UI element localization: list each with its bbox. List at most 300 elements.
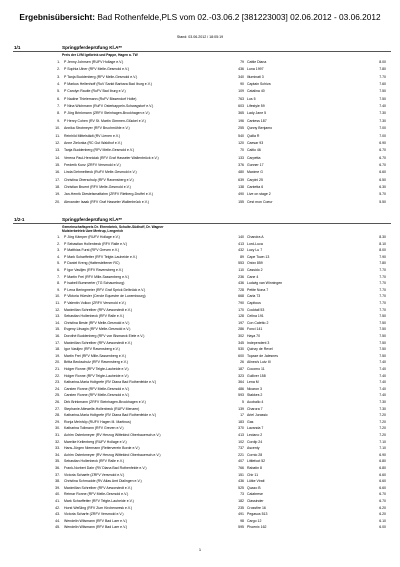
score-cell: 8.30 <box>379 235 386 239</box>
score-cell: 6.80 <box>379 459 386 464</box>
horse-cell: Caesar 93 <box>247 140 264 145</box>
score-cell: 7.50 <box>379 347 386 352</box>
result-row <box>0 133 400 139</box>
rider-cell: Christian Bruent (RFV Melle-Gesmold e.V.) <box>64 184 131 189</box>
horse-cell: Lus 5 <box>247 96 256 101</box>
result-row <box>0 439 400 445</box>
rank-cell: 13. <box>55 314 60 319</box>
horse-cell: Phoenix 162 <box>247 525 267 530</box>
result-row <box>0 267 400 273</box>
horse-cell: Lucy Lu 7 <box>247 248 263 253</box>
horse-cell: Littlefoot 52 <box>247 459 266 464</box>
rank-cell: 34. <box>55 452 60 457</box>
score-cell: 7.00 <box>379 126 386 131</box>
result-row <box>0 472 400 478</box>
rank-cell: 6. <box>57 96 60 101</box>
rank-cell: 9. <box>57 118 60 123</box>
rank-cell: 7. <box>57 274 60 279</box>
result-row <box>0 373 400 379</box>
horse-cell: Topaze de Jalesnes <box>247 353 278 358</box>
number-cell: 525 <box>238 485 244 490</box>
number-cell: 235 <box>238 505 244 510</box>
rider-cell: Victoria Schaefe (ZRFV Versmold e.V.) <box>64 472 125 477</box>
number-cell: 593 <box>238 393 244 398</box>
rider-cell: Martin Frei (RFV Mille-Sassenberg e.V.) <box>64 353 126 358</box>
result-row <box>0 505 400 511</box>
rank-cell: 4. <box>57 82 60 87</box>
rider-cell: Mark Scharffetter (RFV Telgte-Lauheide e.V.) <box>64 499 134 503</box>
section2-sponsor-2: Mulsterbetrieb Uwe Mertrup, Lengerich <box>62 229 124 233</box>
rank-cell: 17. <box>55 340 60 345</box>
result-row <box>0 274 400 280</box>
title-event: Bad Rothenfelde,PLS vom 02.-03.06.2 [381223003] 02.06.2012 - 03.06.2012 <box>95 12 381 22</box>
number-cell: 26 <box>240 360 244 365</box>
rider-cell: Achim Osterkmeyer (RV Herzog Wittekind Oberbauersch.e.V.) <box>64 433 161 437</box>
horse-cell: Con Caletto 2 <box>247 320 269 325</box>
rider-cell: Katharina Tollmann (RFV Greven e.V.) <box>64 426 124 431</box>
rider-cell: P Jörg Brinkmann (ZRFV Steinhagen-Brockhagen e.V.) <box>64 111 150 116</box>
rider-cell: Katharina-Maria Holtgrefe (RV Diana Bad Rothenfelde e.V.) <box>64 380 157 385</box>
rank-cell: 23. <box>55 380 60 385</box>
number-cell: 128 <box>238 314 244 319</box>
score-cell: 8.00 <box>379 60 386 64</box>
rider-cell: P Nina Wichmann (RuFV Osterkappeln-Schwagstorf e.V.) <box>64 104 154 109</box>
result-row <box>0 524 400 530</box>
number-cell: 491 <box>238 512 244 517</box>
rider-cell: P Matthias Furst (RFV Greven e.V.) <box>64 248 120 253</box>
score-cell: 7.70 <box>379 268 386 272</box>
result-row <box>0 491 400 497</box>
result-row <box>0 359 400 365</box>
rider-cell: Sebastian Hollenbeck (RFV Ralle e.V.) <box>64 314 124 319</box>
rank-cell: 18. <box>55 184 60 189</box>
score-cell: 7.50 <box>379 327 386 332</box>
result-row <box>0 280 400 286</box>
horse-cell: Gunner 17 <box>247 162 264 167</box>
rider-cell: P Daniel Kreng (Hattersleltener RC) <box>64 261 120 266</box>
rank-cell: 2. <box>57 67 60 72</box>
result-row <box>0 74 400 80</box>
rank-cell: 33. <box>55 446 60 451</box>
rank-cell: 15. <box>55 162 60 167</box>
number-cell: 407 <box>238 459 244 464</box>
section1-sponsor: Preis der LVM Igelbrink und Pappe, Hagen a. TW <box>62 53 138 57</box>
horse-cell: Maxime G <box>247 170 263 175</box>
number-cell: 155 <box>238 199 244 204</box>
number-cell: 737 <box>238 446 244 451</box>
number-cell: 486 <box>238 386 244 391</box>
number-cell: 480 <box>238 170 244 175</box>
number-cell: 90 <box>240 82 244 87</box>
rank-cell: 35. <box>55 459 60 464</box>
result-row <box>0 155 400 161</box>
score-cell: 6.10 <box>379 518 386 523</box>
score-cell: 7.50 <box>379 314 386 319</box>
rank-cell: 41. <box>55 499 60 503</box>
score-cell: 7.30 <box>379 118 386 123</box>
result-row <box>0 300 400 306</box>
horse-cell: Ludwig van Winningen <box>247 281 283 286</box>
rank-cell: 22. <box>55 373 60 378</box>
horse-cell: Calabrese <box>247 492 263 497</box>
score-cell: 7.30 <box>379 111 386 116</box>
rider-cell: Reimar Ronne (RFV Melle-Gesmold e.V.) <box>64 492 129 497</box>
result-row <box>0 399 400 405</box>
score-cell: 6.70 <box>379 162 386 167</box>
result-row <box>0 346 400 352</box>
number-cell: 133 <box>238 155 244 160</box>
rider-cell: Maximilian Schreiber (RFV Aeworstedt e.V.) <box>64 485 132 490</box>
rider-cell: Wendelin Wilsmann (RFV Bad Laer e.V.) <box>64 518 128 523</box>
score-cell: 7.00 <box>379 133 386 138</box>
rank-cell: 24. <box>55 386 60 391</box>
horse-cell: Alinea's Lutz III <box>247 360 271 365</box>
score-cell: 6.90 <box>379 452 386 457</box>
horse-cell: Pegasus 513 <box>247 512 268 517</box>
score-cell: 6.20 <box>379 505 386 510</box>
result-row <box>0 199 400 205</box>
result-row <box>0 392 400 398</box>
score-cell: 7.40 <box>379 380 386 385</box>
rider-cell: P Valentin Volkov (ZRFV Versmold e.V.) <box>64 301 126 305</box>
result-row <box>0 184 400 190</box>
rank-cell: 1. <box>57 235 60 239</box>
horse-cell: Illuminati 3 <box>247 74 264 79</box>
rank-cell: 10. <box>55 126 60 131</box>
number-cell: 364 <box>238 380 244 385</box>
rank-cell: 12. <box>55 307 60 312</box>
horse-cell: Classinder <box>247 499 264 503</box>
rank-cell: 5. <box>57 261 60 266</box>
number-cell: 728 <box>238 287 244 292</box>
page-title <box>0 12 400 22</box>
horse-cell: Leciano 2 <box>247 433 263 437</box>
rider-cell: P Igor Vasiljev (RFV Ravensberg e.V.) <box>64 268 124 272</box>
number-cell: 413 <box>238 433 244 437</box>
result-row <box>0 254 400 260</box>
number-cell: 89 <box>240 254 244 259</box>
horse-cell: Cattle Diana <box>247 60 267 64</box>
rider-cell: P Jörg Kämper (RUFV Hollage e.V.) <box>64 235 120 239</box>
horse-cell: Lord-Luca <box>247 241 263 246</box>
horse-cell: Ascenty <box>247 446 260 451</box>
rider-cell: Frank-Norbert Dahr (RV Diana Bad Rothenfelde e.V.) <box>64 466 147 470</box>
rank-cell: 45. <box>55 525 60 530</box>
rider-cell: Linda Dehmelbeck (RuFV Melle-Gesmold e.V.) <box>64 170 137 175</box>
score-cell: 7.50 <box>379 320 386 325</box>
score-cell: 7.60 <box>379 82 386 87</box>
score-cell: 7.50 <box>379 353 386 358</box>
score-cell: 7.70 <box>379 281 386 286</box>
score-cell: 6.00 <box>379 525 386 530</box>
rank-cell: 20. <box>55 199 60 204</box>
rank-cell: 30. <box>55 426 60 431</box>
rank-cell: 18. <box>55 347 60 352</box>
rider-cell: P Lena Beringmeier (RFV Graf Sprick Delbrück e.V.) <box>64 287 146 292</box>
number-cell: 530 <box>238 347 244 352</box>
rank-cell: 6. <box>57 268 60 272</box>
rank-cell: 2. <box>57 241 60 246</box>
number-cell: 323 <box>238 373 244 378</box>
number-cell: 413 <box>238 241 244 246</box>
rider-cell: P Nadine Thielemann (RuFV Bissendorf Holte) <box>64 96 137 101</box>
rider-cell: Annika Strotmeyer (RFV Bruchmühle e.V.) <box>64 126 130 131</box>
number-cell: 302 <box>238 334 244 338</box>
horse-cell: Haya 70 <box>247 334 261 338</box>
number-cell: 5 <box>242 400 244 404</box>
score-cell: 5.50 <box>379 199 386 204</box>
horse-cell: Stakkes 2 <box>247 393 263 398</box>
rider-cell: P Mark Scharffetter (RFV Telgte-Lauheide e.V.) <box>64 254 138 259</box>
rank-cell: 12. <box>55 140 60 145</box>
rider-cell: Tanja Buddenberg (RFV Melle-Gesmold e.V.) <box>64 148 135 153</box>
rider-cell: Horst Weßling (RFV Zum Kirchenwesk e.V.) <box>64 505 133 510</box>
number-cell: 98 <box>240 518 244 523</box>
number-cell: 140 <box>238 235 244 239</box>
number-cell: 236 <box>238 274 244 279</box>
horse-cell: Lavanda 7 <box>247 426 264 431</box>
rank-cell: 27. <box>55 406 60 411</box>
score-cell: 6.70 <box>379 148 386 153</box>
horse-cell: Gas <box>247 419 254 424</box>
score-cell: 6.90 <box>379 140 386 145</box>
rank-cell: 38. <box>55 479 60 484</box>
score-cell: 7.70 <box>379 294 386 299</box>
horse-cell: Live on stage 2 <box>247 192 271 197</box>
rank-cell: 29. <box>55 419 60 424</box>
rank-cell: 16. <box>55 170 60 175</box>
rider-cell: Sebastian Hollenbeck (RFV Ralle e.V.) <box>64 459 124 464</box>
rank-cell: 39. <box>55 485 60 490</box>
horse-cell: Carpini 25 <box>247 177 263 182</box>
rider-cell: P Viktoria Hüesler (Cercle Equestre de Luxembourg) <box>64 294 146 299</box>
number-cell: 553 <box>238 261 244 266</box>
rider-cell: Ronja Meinhöp (RUFV Hagen III. Martinus) <box>64 419 131 424</box>
score-cell: 7.20 <box>379 426 386 431</box>
rank-cell: 17. <box>55 177 60 182</box>
rank-cell: 14. <box>55 320 60 325</box>
horse-cell: Charora 7 <box>247 406 263 411</box>
number-cell: 370 <box>238 426 244 431</box>
section1-divider <box>13 51 391 52</box>
rider-cell: P Carolyn Rautle (RuFV Bad Iburg e.V.) <box>64 89 126 94</box>
rider-cell: P Henry Cohen (RV St. Martin Gimmen-Glückel e.V.) <box>64 118 146 123</box>
score-cell: 7.90 <box>379 254 386 259</box>
rank-cell: 8. <box>57 281 60 286</box>
number-cell: 540 <box>238 133 244 138</box>
result-row <box>0 478 400 484</box>
score-cell: 7.50 <box>379 89 386 94</box>
rider-cell: P Martin Frei (RFV Mille-Sassenberg e.V.) <box>64 274 130 279</box>
horse-cell: Acoballo 4 <box>247 400 264 404</box>
horse-cell: Lena M <box>247 380 259 385</box>
score-cell: 7.80 <box>379 261 386 266</box>
horse-cell: Carla 73 <box>247 294 261 299</box>
result-row <box>0 140 400 146</box>
number-cell: 345 <box>238 340 244 345</box>
result-row <box>0 353 400 359</box>
result-row <box>0 88 400 94</box>
rank-cell: 10. <box>55 294 60 299</box>
number-cell: 110 <box>238 268 244 272</box>
result-row <box>0 320 400 326</box>
horse-cell: Cane 4 <box>247 274 259 279</box>
score-cell: 7.30 <box>379 406 386 411</box>
horse-cell: Chandra A <box>247 235 264 239</box>
number-cell: 138 <box>238 184 244 189</box>
section2-number: 1/2-1 <box>14 217 25 222</box>
rider-cell: Christina Beste (RFV Melle-Gesmold e.V.) <box>64 320 130 325</box>
number-cell: 595 <box>238 525 244 530</box>
score-cell: 7.40 <box>379 104 386 109</box>
number-cell: 73 <box>240 492 244 497</box>
number-cell: 120 <box>238 140 244 145</box>
rider-cell: Achim Osterkmeyer (RV Herzog Wittekind Oberbauersch.e.V.) <box>64 452 161 457</box>
score-cell: 8.00 <box>379 248 386 253</box>
horse-cell: Quinzy de Revel <box>247 347 273 352</box>
result-row <box>0 241 400 247</box>
rank-cell: 37. <box>55 472 60 477</box>
score-cell: 7.10 <box>379 439 386 444</box>
number-cell: 196 <box>238 118 244 123</box>
rider-cell: Dirk Brinkmann (ZRFV Steinhagen-Brockhagen e.V.) <box>64 400 146 404</box>
result-row <box>0 518 400 524</box>
number-cell: 436 <box>238 479 244 484</box>
score-cell: 6.60 <box>379 472 386 477</box>
rider-cell: Maximilian Schreiber (RFV Aeworstedt e.V.) <box>64 340 132 345</box>
result-row <box>0 260 400 266</box>
rider-cell: Verena Paul-Henriciak (RFV Graf Hasseler Wallenbrück e.V.) <box>64 155 159 160</box>
rider-cell: Victoria Scharfe (ZRFV Versmold e.V.) <box>64 512 124 517</box>
number-cell: 766 <box>238 466 244 470</box>
score-cell: 7.40 <box>379 367 386 371</box>
score-cell: 6.80 <box>379 466 386 470</box>
number-cell: 603 <box>238 104 244 109</box>
number-cell: 139 <box>238 406 244 411</box>
horse-cell: Cordip 24 <box>247 439 263 444</box>
horse-cell: Fonci 141 <box>247 327 263 332</box>
number-cell: 436 <box>238 281 244 286</box>
result-row <box>0 234 400 240</box>
rank-cell: 15. <box>55 327 60 332</box>
rider-cell: Wendelin Wilsmann (RFV Bad Laer e.V.) <box>64 525 128 530</box>
rank-cell: 21. <box>55 367 60 371</box>
horse-cell: Lady Jane 5 <box>247 111 267 116</box>
rank-cell: 4. <box>57 254 60 259</box>
horse-cell: Cassido 2 <box>247 268 263 272</box>
number-cell: 763 <box>238 96 244 101</box>
rider-cell: P Tanja Buddenberg (RFV Melle-Gesmold e.V.) <box>64 74 138 79</box>
score-cell: 7.10 <box>379 446 386 451</box>
score-cell: 6.20 <box>379 512 386 517</box>
number-cell: 183 <box>238 419 244 424</box>
rider-cell: P Jenny Johnsen (RUFV Hollage e.V.) <box>64 60 124 64</box>
rider-cell: Christina Oberschulp (RFV Ravensberg e.V.) <box>64 177 134 182</box>
score-cell: 7.30 <box>379 400 386 404</box>
horse-cell: Carpetta <box>247 155 261 160</box>
rank-cell: 5. <box>57 89 60 94</box>
rider-cell: Carsten Ronne (RFV Melle-Gesmold e.V.) <box>64 393 130 398</box>
rider-cell: P Markus Hellenhoff (RuV Sankt Barbara Bad Iburg e.V.) <box>64 82 152 87</box>
rank-cell: 9. <box>57 287 60 292</box>
number-cell: 17 <box>240 413 244 418</box>
score-cell: 7.70 <box>379 301 386 305</box>
result-row <box>0 103 400 109</box>
result-row <box>0 412 400 418</box>
result-row <box>0 366 400 372</box>
rank-cell: 3. <box>57 74 60 79</box>
result-row <box>0 379 400 385</box>
horse-cell: Ariel Jurassic <box>247 413 268 418</box>
score-cell: 8.10 <box>379 241 386 246</box>
rank-cell: 43. <box>55 512 60 517</box>
horse-cell: Cocktail 53 <box>247 307 265 312</box>
horse-cell: Captain Schiva <box>247 82 271 87</box>
result-row <box>0 326 400 332</box>
rider-cell: Alexander Isaak (RFV Graf Hasseler Wallenbrück e.V.) <box>64 199 149 204</box>
horse-cell: Cargo 12 <box>247 518 262 523</box>
score-cell: 6.60 <box>379 479 386 484</box>
rank-cell: 13. <box>55 148 60 153</box>
number-cell: 70 <box>240 148 244 153</box>
rider-cell: Reinhild Mittelstädt (RV Lienen e.V.) <box>64 133 121 138</box>
result-row <box>0 293 400 299</box>
rider-cell: Holger Ronne (RFV Telgte-Lauheide e.V.) <box>64 373 129 378</box>
horse-cell: Quilla R <box>247 133 260 138</box>
rider-cell: P Sophia Ulner (RFV Melle-Gesmold e.V.) <box>64 67 130 72</box>
score-cell: 6.60 <box>379 485 386 490</box>
rank-cell: 8. <box>57 111 60 116</box>
score-cell: 7.50 <box>379 340 386 345</box>
score-cell: 7.40 <box>379 386 386 391</box>
result-row <box>0 511 400 517</box>
number-cell: 376 <box>238 162 244 167</box>
rank-cell: 14. <box>55 155 60 160</box>
horse-cell: Capitous <box>247 301 261 305</box>
result-row <box>0 96 400 102</box>
score-cell: 7.70 <box>379 74 386 79</box>
rider-cell: Maximilian Schreiber (RFV Aeworstedt e.V.) <box>64 307 132 312</box>
rider-cell: Anne Zielonka (RC Gut Waldhof e.V.) <box>64 140 122 145</box>
result-row <box>0 118 400 124</box>
stand-timestamp: Stand: 03.06.2012 / 18:05:19 <box>176 35 224 39</box>
horse-cell: Catalina 40 <box>247 89 265 94</box>
score-cell: 7.20 <box>379 419 386 424</box>
rider-cell: Katharina-Maria Holtgrefe (RV Diana Bad Rothenfelde e.V.) <box>64 413 157 418</box>
score-cell: 7.40 <box>379 373 386 378</box>
section2-sponsor: Gemeinschaftspreis Dr. Ehrenbrink, Schulte-Südhoff, Dr. Wagner <box>62 225 164 229</box>
section1-title: Springpferdeprüfung Kl.A** <box>62 45 122 50</box>
rider-cell: Dorothé Buddenberg (RFV von Bismarck Eiele e.V.) <box>64 334 145 338</box>
rank-cell: 32. <box>55 439 60 444</box>
number-cell: 182 <box>238 499 244 503</box>
result-row <box>0 445 400 451</box>
horse-cell: Luna 1997 <box>247 67 264 72</box>
rider-cell: Jan-Henrik Diestelsmatfahm (ZRFV Rietberg-Druffel e.V.) <box>64 192 153 197</box>
rider-cell: Mareike Kellenberg (RUFV Hollage e.V.) <box>64 439 127 444</box>
number-cell: 255 <box>238 126 244 131</box>
result-row <box>0 177 400 183</box>
horse-cell: Cape Town 13 <box>247 254 270 259</box>
result-row <box>0 432 400 438</box>
number-cell: 600 <box>238 353 244 358</box>
horse-cell: Cantess 187 <box>247 118 267 123</box>
number-cell: 639 <box>238 177 244 182</box>
result-row <box>0 386 400 392</box>
score-cell: 7.50 <box>379 334 386 338</box>
horse-cell: Petite Nona 7 <box>247 287 269 292</box>
horse-cell: Onixx 859 <box>247 261 263 266</box>
